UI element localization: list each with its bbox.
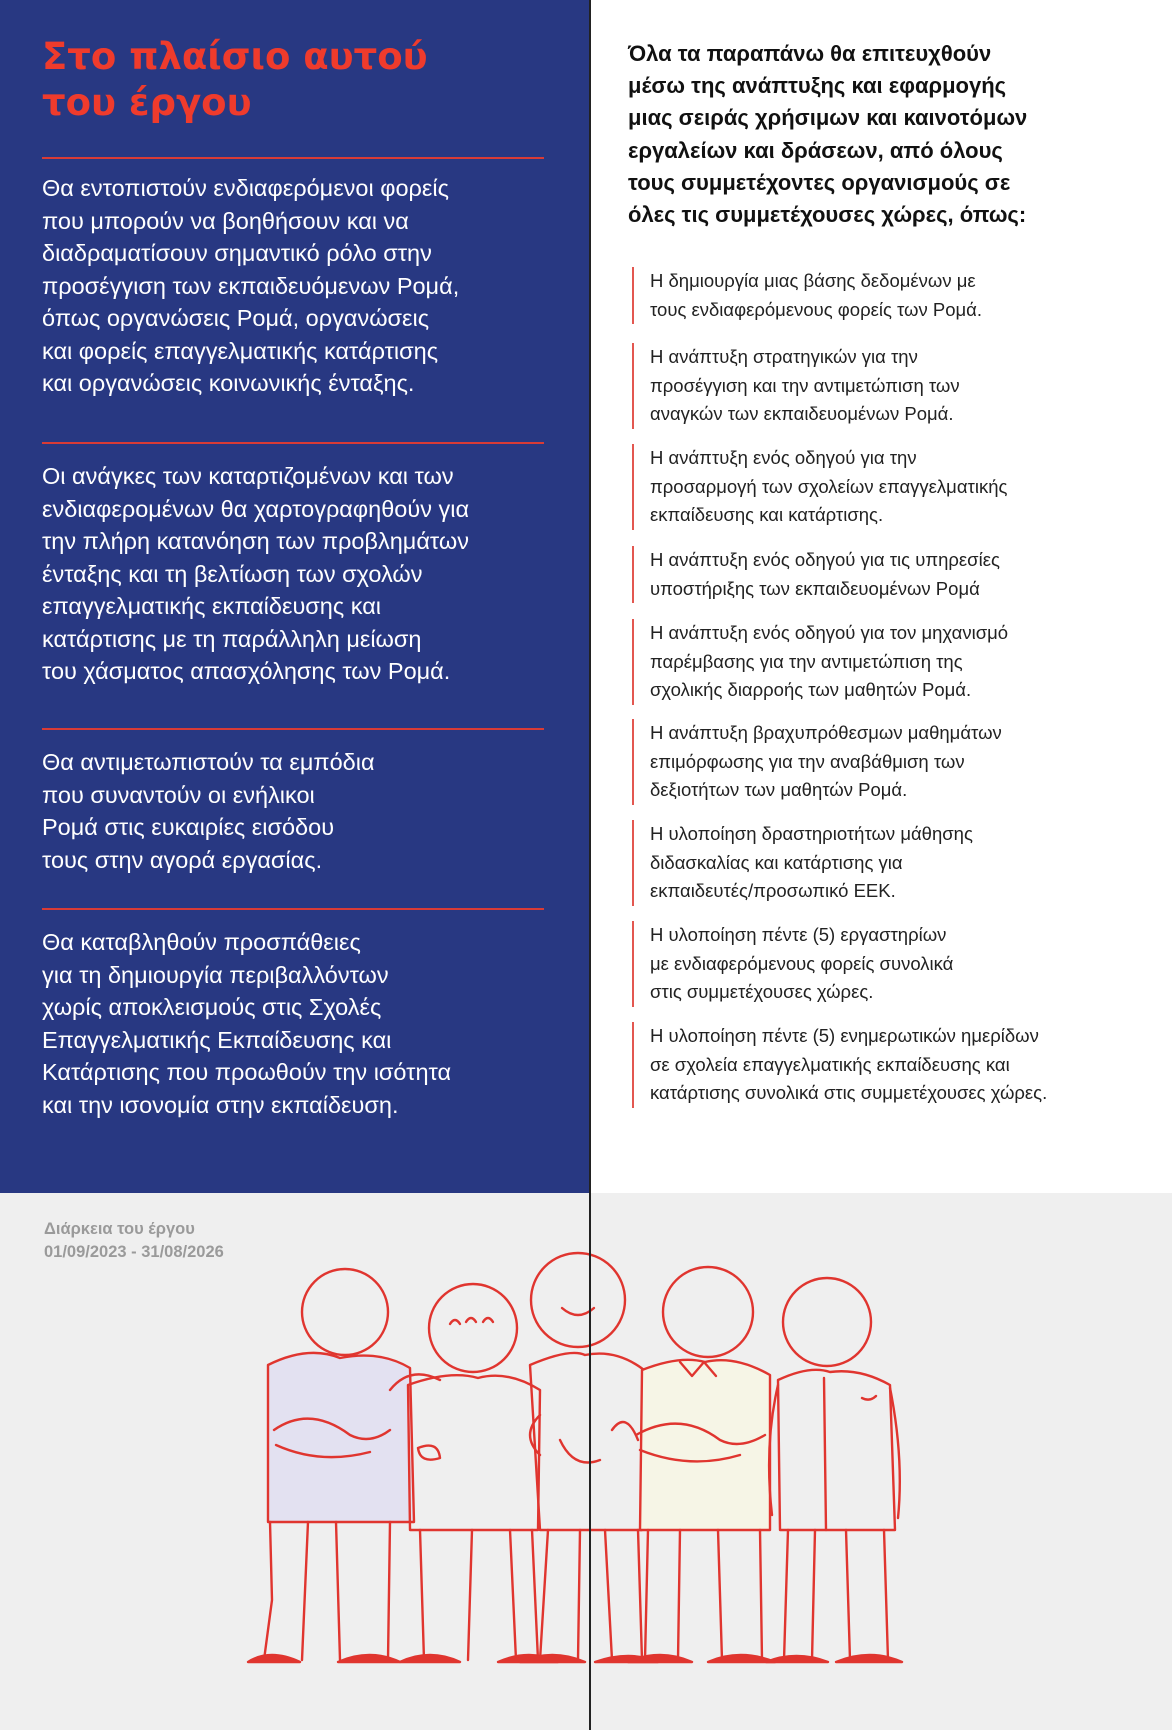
project-duration xyxy=(44,1218,224,1264)
duration-label: Διάρκεια του έργου xyxy=(44,1220,195,1238)
paragraph-inclusion: Θα καταβληθούν προσπάθειες για τη δημιουργία περιβαλλόντων χωρίς αποκλεισμούς στις Σχολές Επαγγελματικής Εκπαίδευσης και Κατάρτισης που προωθούν την ισότητα και την ισονομία στην εκπαίδευση. xyxy=(42,929,452,1118)
duration-dates: 01/09/2023 - 31/08/2026 xyxy=(44,1243,224,1261)
list-item: Η ανάπτυξη ενός οδηγού για τις υπηρεσίες υποστήριξης των εκπαιδευομένων Ρομά xyxy=(632,546,1170,603)
list-item: Η ανάπτυξη στρατηγικών για την προσέγγιση και την αντιμετώπιση των αναγκών των εκπαιδευομένων Ρομά. xyxy=(632,343,1170,429)
list-item: Η υλοποίηση δραστηριοτήτων μάθησης διδασκαλίας και κατάρτισης για εκπαιδευτές/προσωπικό ΕΕΚ. xyxy=(632,820,1170,906)
paragraph-obstacles: Θα αντιμετωπιστούν τα εμπόδια που συναντούν οι ενήλικοι Ρομά στις ευκαιρίες εισόδου τους στην αγορά εργασίας. xyxy=(42,749,375,873)
person-figure xyxy=(390,1284,558,1662)
list-item: Η υλοποίηση πέντε (5) ενημερωτικών ημερίδων σε σχολεία επαγγελματικής εκπαίδευσης και κατάρτισης συνολικά στις συμμετέχουσες χώρες. xyxy=(632,1022,1170,1108)
list-item: Η ανάπτυξη βραχυπρόθεσμων μαθημάτων επιμόρφωσης για την αναβάθμιση των δεξιοτήτων των μαθητών Ρομά. xyxy=(632,719,1170,805)
paragraph-stakeholders: Θα εντοπιστούν ενδιαφερόμενοι φορείς που μπορούν να βοηθήσουν και να διαδραματίσουν σημαντικό ρόλο στην προσέγγιση των εκπαιδευόμενων Ρομά, όπως οργανώσεις Ρομά, οργανώσεις και φορείς επαγγελματικής κατάρτισης και οργανώσεις κοινωνικής ένταξης. xyxy=(42,175,460,396)
page-title: Στο πλαίσιο αυτού του έργου xyxy=(42,35,428,124)
divider xyxy=(42,908,544,910)
divider xyxy=(42,157,544,159)
list-item: Η ανάπτυξη ενός οδηγού για τον μηχανισμό παρέμβασης για την αντιμετώπιση της σχολικής διαρροής των μαθητών Ρομά. xyxy=(632,619,1170,705)
divider xyxy=(42,442,544,444)
intro-text: Όλα τα παραπάνω θα επιτευχθούν μέσω της ανάπτυξης και εφαρμογής μιας σειράς χρήσιμων και καινοτόμων εργαλείων και δράσεων, από όλους τους συμμετέχοντες οργανισμούς σε όλες τις συμμετέχουσες χώρες, όπως: xyxy=(628,41,1028,228)
center-divider-line xyxy=(589,0,591,1730)
list-item: Η ανάπτυξη ενός οδηγού για την προσαρμογή των σχολείων επαγγελματικής εκπαίδευσης και κατάρτισης. xyxy=(632,444,1170,530)
list-item: Η δημιουργία μιας βάσης δεδομένων με τους ενδιαφερόμενους φορείς των Ρομά. xyxy=(632,267,1170,324)
divider xyxy=(42,728,544,730)
person-figure xyxy=(248,1269,414,1662)
person-figure xyxy=(628,1267,775,1662)
paragraph-needs: Οι ανάγκες των καταρτιζομένων και των ενδιαφερομένων θα χαρτογραφηθούν για την πλήρη κατανόηση των προβλημάτων ένταξης και τη βελτίωση των σχολών επαγγελματικής εκπαίδευσης και κατάρτισης με τη παράλληλη μείωση του χάσματος απασχόλησης των Ρομά. xyxy=(42,463,470,684)
person-figure xyxy=(766,1278,902,1662)
list-item: Η υλοποίηση πέντε (5) εργαστηρίων με ενδιαφερόμενους φορείς συνολικά στις συμμετέχουσες χώρες. xyxy=(632,921,1170,1007)
